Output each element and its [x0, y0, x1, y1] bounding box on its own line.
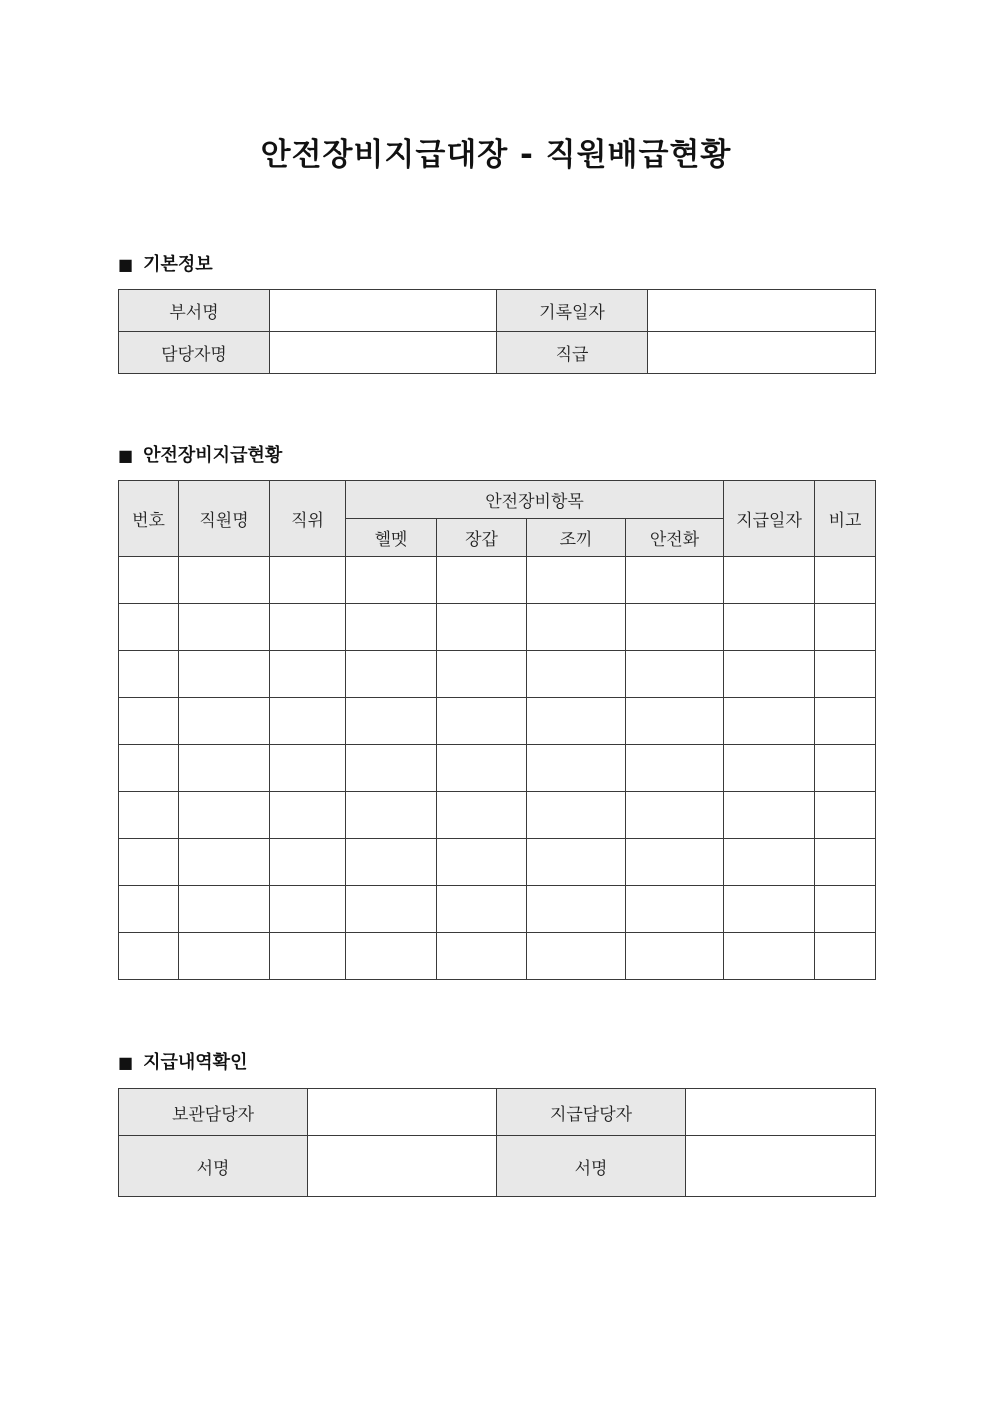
col-header-supply-date: 지급일자	[724, 481, 815, 557]
cell-remarks[interactable]	[815, 792, 876, 839]
cell-employee[interactable]	[179, 745, 270, 792]
table-row	[119, 839, 876, 886]
cell-gloves[interactable]	[437, 839, 527, 886]
cell-number[interactable]	[119, 792, 179, 839]
label-supply-manager: 지급담당자	[497, 1089, 686, 1136]
cell-safety-shoes[interactable]	[626, 933, 724, 980]
cell-employee[interactable]	[179, 792, 270, 839]
cell-helmet[interactable]	[346, 698, 437, 745]
cell-supply-date[interactable]	[724, 886, 815, 933]
field-supply-manager[interactable]	[686, 1089, 876, 1136]
section-heading-basic	[118, 253, 213, 277]
square-bullet-icon: ■	[118, 1053, 134, 1072]
field-manager[interactable]	[270, 332, 497, 374]
square-bullet-icon: ■	[118, 446, 134, 465]
cell-remarks[interactable]	[815, 557, 876, 604]
table-row	[119, 557, 876, 604]
cell-number[interactable]	[119, 698, 179, 745]
cell-position[interactable]	[270, 886, 346, 933]
col-header-equipment-group: 안전장비항목	[346, 481, 724, 519]
cell-vest[interactable]	[527, 792, 626, 839]
cell-number[interactable]	[119, 557, 179, 604]
cell-employee[interactable]	[179, 839, 270, 886]
cell-gloves[interactable]	[437, 933, 527, 980]
cell-gloves[interactable]	[437, 792, 527, 839]
cell-position[interactable]	[270, 604, 346, 651]
cell-supply-date[interactable]	[724, 792, 815, 839]
cell-supply-date[interactable]	[724, 698, 815, 745]
cell-helmet[interactable]	[346, 839, 437, 886]
cell-safety-shoes[interactable]	[626, 745, 724, 792]
cell-helmet[interactable]	[346, 792, 437, 839]
cell-remarks[interactable]	[815, 933, 876, 980]
col-header-safety-shoes: 안전화	[626, 519, 724, 557]
cell-gloves[interactable]	[437, 698, 527, 745]
cell-supply-date[interactable]	[724, 745, 815, 792]
field-record-date[interactable]	[648, 290, 876, 332]
cell-position[interactable]	[270, 792, 346, 839]
section-heading-confirm	[118, 1051, 247, 1075]
col-header-position: 직위	[270, 481, 346, 557]
table-row	[119, 933, 876, 980]
cell-remarks[interactable]	[815, 604, 876, 651]
cell-vest[interactable]	[527, 557, 626, 604]
cell-position[interactable]	[270, 557, 346, 604]
table-row	[119, 651, 876, 698]
cell-vest[interactable]	[527, 933, 626, 980]
label-signature-left: 서명	[119, 1136, 308, 1197]
cell-remarks[interactable]	[815, 886, 876, 933]
label-manager: 담당자명	[119, 332, 270, 374]
table-row	[119, 886, 876, 933]
cell-number[interactable]	[119, 933, 179, 980]
cell-number[interactable]	[119, 886, 179, 933]
col-header-employee: 직원명	[179, 481, 270, 557]
section-title-confirm: 지급내역확인	[143, 1052, 248, 1073]
section-title-basic: 기본정보	[143, 254, 213, 275]
cell-safety-shoes[interactable]	[626, 792, 724, 839]
cell-supply-date[interactable]	[724, 557, 815, 604]
cell-position[interactable]	[270, 839, 346, 886]
cell-helmet[interactable]	[346, 745, 437, 792]
col-header-gloves: 장갑	[437, 519, 527, 557]
cell-gloves[interactable]	[437, 745, 527, 792]
field-signature-right[interactable]	[686, 1136, 876, 1197]
cell-vest[interactable]	[527, 604, 626, 651]
cell-safety-shoes[interactable]	[626, 886, 724, 933]
supply-confirmation-table	[118, 1088, 876, 1197]
cell-vest[interactable]	[527, 698, 626, 745]
cell-employee[interactable]	[179, 886, 270, 933]
cell-employee[interactable]	[179, 557, 270, 604]
cell-supply-date[interactable]	[724, 839, 815, 886]
cell-safety-shoes[interactable]	[626, 698, 724, 745]
cell-position[interactable]	[270, 745, 346, 792]
cell-gloves[interactable]	[437, 604, 527, 651]
cell-vest[interactable]	[527, 839, 626, 886]
basic-info-table	[118, 289, 876, 374]
section-heading-supply	[118, 444, 282, 468]
table-row	[119, 698, 876, 745]
cell-remarks[interactable]	[815, 698, 876, 745]
cell-vest[interactable]	[527, 745, 626, 792]
cell-gloves[interactable]	[437, 886, 527, 933]
cell-helmet[interactable]	[346, 886, 437, 933]
square-bullet-icon: ■	[118, 255, 134, 274]
cell-remarks[interactable]	[815, 839, 876, 886]
cell-number[interactable]	[119, 604, 179, 651]
cell-safety-shoes[interactable]	[626, 651, 724, 698]
cell-position[interactable]	[270, 698, 346, 745]
table-row	[119, 745, 876, 792]
cell-helmet[interactable]	[346, 557, 437, 604]
cell-helmet[interactable]	[346, 651, 437, 698]
label-storage-manager: 보관담당자	[119, 1089, 308, 1136]
cell-supply-date[interactable]	[724, 651, 815, 698]
cell-gloves[interactable]	[437, 651, 527, 698]
col-header-number: 번호	[119, 481, 179, 557]
label-signature-right: 서명	[497, 1136, 686, 1197]
col-header-helmet: 헬멧	[346, 519, 437, 557]
cell-employee[interactable]	[179, 933, 270, 980]
cell-supply-date[interactable]	[724, 933, 815, 980]
cell-helmet[interactable]	[346, 604, 437, 651]
cell-helmet[interactable]	[346, 933, 437, 980]
cell-safety-shoes[interactable]	[626, 839, 724, 886]
label-record-date: 기록일자	[497, 290, 648, 332]
cell-number[interactable]	[119, 651, 179, 698]
cell-employee[interactable]	[179, 604, 270, 651]
field-signature-left[interactable]	[308, 1136, 497, 1197]
cell-employee[interactable]	[179, 698, 270, 745]
label-department: 부서명	[119, 290, 270, 332]
cell-employee[interactable]	[179, 651, 270, 698]
section-title-supply: 안전장비지급현황	[143, 445, 283, 466]
table-row	[119, 604, 876, 651]
cell-position[interactable]	[270, 933, 346, 980]
cell-vest[interactable]	[527, 651, 626, 698]
page-title: 안전장비지급대장 - 직원배급현황	[260, 137, 732, 173]
cell-number[interactable]	[119, 745, 179, 792]
field-department[interactable]	[270, 290, 497, 332]
cell-number[interactable]	[119, 839, 179, 886]
cell-vest[interactable]	[527, 886, 626, 933]
field-storage-manager[interactable]	[308, 1089, 497, 1136]
label-position: 직급	[497, 332, 648, 374]
cell-remarks[interactable]	[815, 745, 876, 792]
cell-gloves[interactable]	[437, 557, 527, 604]
table-row	[119, 792, 876, 839]
cell-remarks[interactable]	[815, 651, 876, 698]
col-header-vest: 조끼	[527, 519, 626, 557]
cell-safety-shoes[interactable]	[626, 604, 724, 651]
cell-safety-shoes[interactable]	[626, 557, 724, 604]
col-header-remarks: 비고	[815, 481, 876, 557]
supply-status-table	[118, 480, 876, 980]
cell-supply-date[interactable]	[724, 604, 815, 651]
field-position[interactable]	[648, 332, 876, 374]
cell-position[interactable]	[270, 651, 346, 698]
